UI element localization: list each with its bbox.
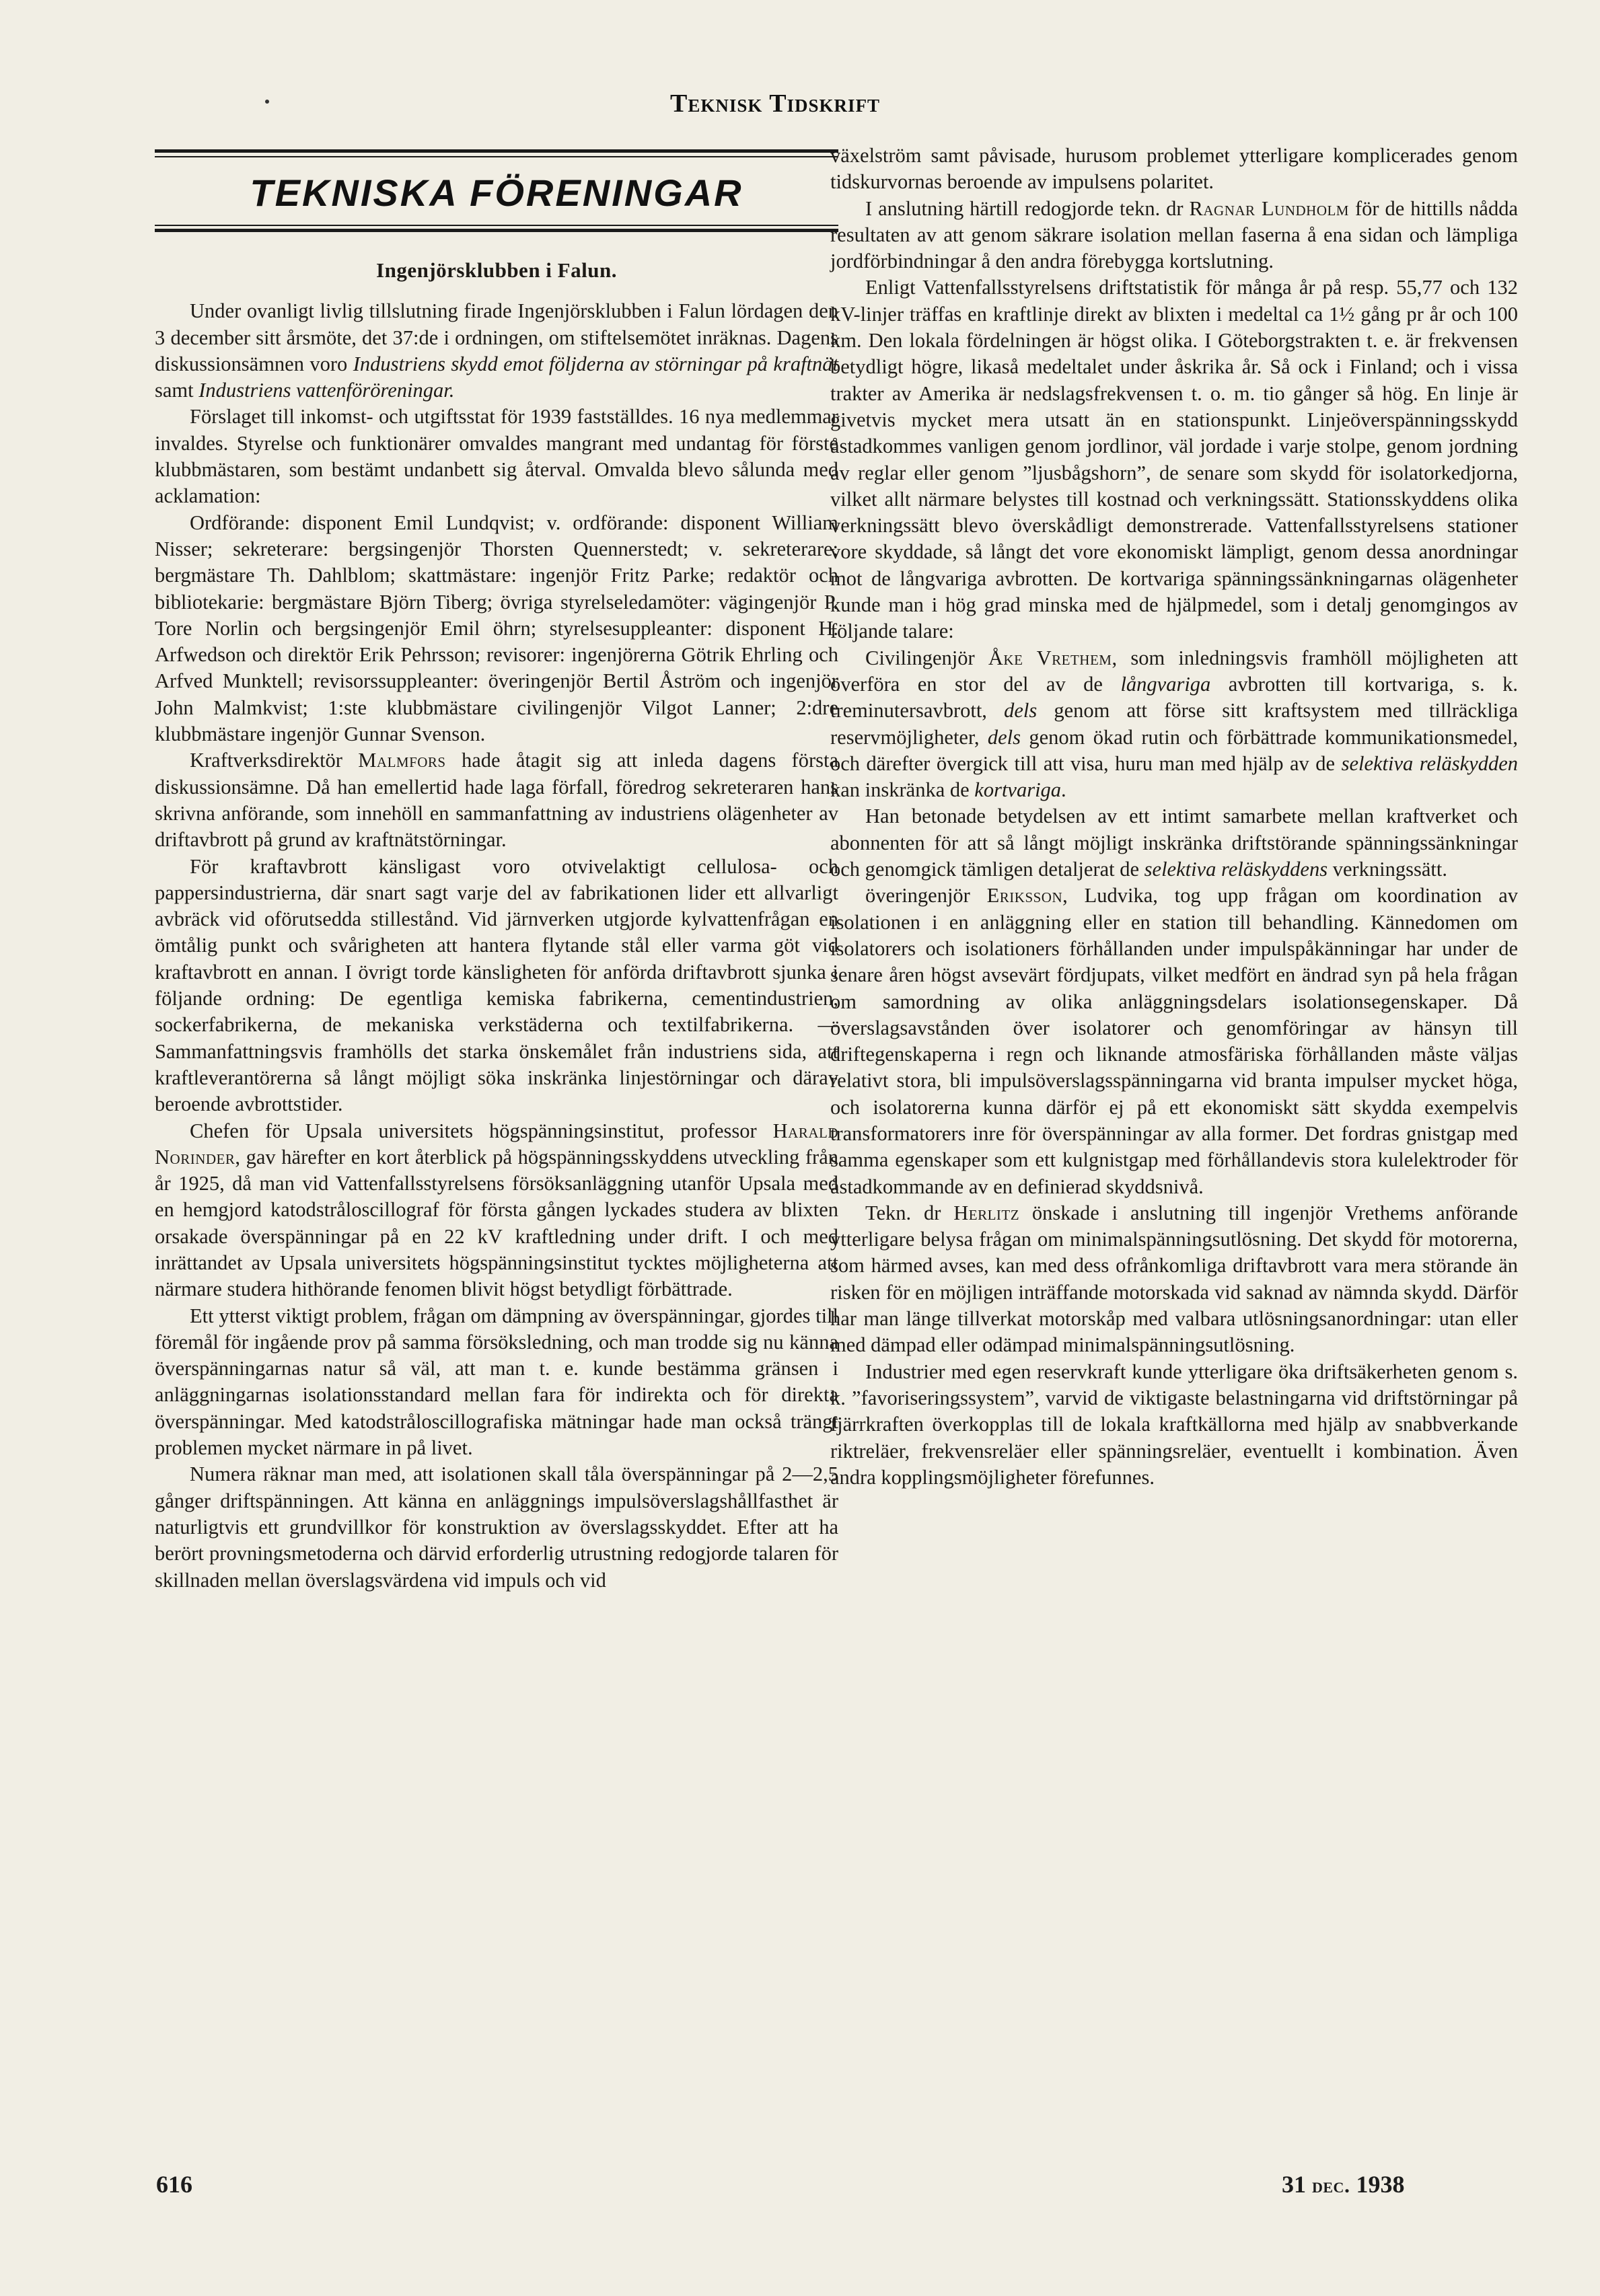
text: , Ludvika, tog upp frågan om koordination av isolationen i en anläggning eller en station till behandling. Kännedomen om isolatorers och isolationers förhållanden under impulspåkänningar har under de senare åren högst avsevärt fördjupats, vilket medfört en ändrad syn på hela frågan om samordning av olika anläggningsdelars isolationsegenskaper. Då överslagsavstånden över isolatorer och genomföringar av hänsyn till driftegenskaperna i regn och liknande atmosfäriska förhållanden måste väljas relativt stora, bli impulsöverslagsspänningarna vid branta impulser mycket höga, och isolatorerna kunna därför ej på ett ekonomiskt sätt skydda exempelvis transformatorers inre för överspänningar av alla former. Det fordras gnistgap med samma egenskaper som ett kulgnistgap med förhållandevis stora kulelektroder för åstadkommande av en definierad skyddsnivå. [830, 884, 1518, 1198]
section-title: TEKNISKA FÖRENINGAR [250, 172, 743, 214]
text: Chefen för Upsala universitets högspänningsinstitut, professor [190, 1119, 773, 1142]
date-year: 1938 [1350, 2171, 1405, 2198]
italic-text: dels [1004, 699, 1038, 723]
italic-text: selektiva reläskyddens [1144, 858, 1328, 881]
paragraph: växelström samt påvisade, hurusom problemet ytterligare komplicerades genom tidskurvornas beroende av impulsens polaritet. [830, 144, 1518, 194]
person-name: Ragnar Lundholm [1189, 196, 1349, 220]
text: överingenjör [865, 884, 987, 908]
paragraph [155, 747, 838, 853]
text: I anslutning härtill redogjorde tekn. dr [865, 196, 1190, 220]
left-column [155, 257, 838, 1594]
date-day: 31 [1282, 2171, 1312, 2198]
section-header [155, 149, 838, 238]
person-name: Herlitz [953, 1201, 1020, 1224]
article-heading: Ingenjörsklubben i Falun. [376, 258, 617, 282]
issue-date [1282, 2170, 1404, 2198]
top-rule-thick [155, 149, 838, 153]
text: genom ökad rutin och förbättrade kommunikationsmedel, och därefter övergick till att visa, huru man med hjälp av de [830, 725, 1518, 775]
text: Civilingenjör [865, 646, 988, 669]
text: Tekn. dr [865, 1201, 954, 1224]
bottom-rule-thick [155, 229, 838, 232]
text: samt [155, 379, 199, 402]
paragraph: Industrier med egen reservkraft kunde ytterligare öka driftsäkerheten genom s. k. ”favoriseringssystem”, varvid de viktigaste belastningarna vid driftstörningar på fjärrkraften överkopplas till de lokala kraftkällorna med hjälp av snabbverkande riktreläer, frekvensreläer eller spänningsreläer, eventuellt i kombination. Även andra kopplingsmöjligheter förefunnes. [830, 1360, 1518, 1489]
paragraph [830, 803, 1518, 883]
text: avbrotten till kortvariga, s. k. treminutersavbrott, [830, 672, 1519, 723]
print-speck [265, 100, 269, 104]
text: Under ovanligt livlig tillslutning firade Ingenjörsklubben i Falun lördagen den 3 december sitt årsmöte, det 37:de i ordningen, om stiftelsemötet inräknas. Dagens diskussionsämnen voro [155, 299, 838, 375]
paragraph: Enligt Vattenfallsstyrelsens driftstatistik för många år på resp. 55,77 och 132 kV-linjer träffas en kraftlinje direkt av blixten i medeltal ca 1½ gång pr år och 100 km. Den lokala fördelningen är högst olika. I Göteborgstrakten t. e. är frekvensen betydligt högre, likaså medeltalet under åskrika år. Så ock i Finland; och i vissa trakter av Amerika är nedslagsfrekvensen t. o. m. tio gånger så hög. En linje är givetvis mycket mera utsatt än en stationspunkt. Linjeöverspänningsskydd åstadkommes vanligen genom jordlinor, väl jordade i varje stolpe, genom jordning av reglar eller genom ”ljusbågshorn”, de senare som skydd för isolatorkedjorna, vilket allt närmare belystes till kostnad och verkningssätt. Stationsskyddens olika verkningssätt blevo överskådligt demonstrerade. Vattenfallsstyrelsens stationer vore skyddade, så långt det vore ekonomiskt lämpligt, genom dessa anordningar mot de långvariga avbrotten. De kortvariga spänningssänkningarnas olägenheter kunde man i hög grad minska med de hjälpmedel, som i detalj genomgingos av följande talare: [830, 276, 1518, 643]
text: kan inskränka de [830, 778, 975, 802]
text: för de hittills nådda resultaten av att genom säkrare isolation mellan faserna å ena sidan och lämpliga jordförbindningar å den andra förebygga kortslutning. [830, 196, 1519, 273]
paragraph [830, 196, 1518, 275]
italic-text: Industriens vattenföröreningar. [198, 379, 455, 402]
text: Kraftverksdirektör [190, 749, 359, 772]
paragraph: Numera räknar man med, att isolationen skall tåla överspänningar på 2—2,5 gånger driftspänningen. Att känna en anläggnings impulsöverslagshållfasthet är naturligtvis ett grundvillkor för konstruktion av överslagsskyddet. Efter att ha berört provningsmetoderna och därvid erforderlig utrustning redogjorde talaren för skillnaden mellan överslagsvärdena vid impuls och vid [155, 1462, 838, 1592]
person-name: Harald Norinder [155, 1119, 838, 1169]
text: , gav härefter en kort återblick på högspänningsskyddens utveckling från år 1925, då man vid Vattenfallsstyrelsens försöksanläggning utanför Upsala med en hemgjord katodstråloscillograf för första gången lyckades studera av blixten orsakade överspänningar på en 22 kV kraftledning under drift. I och med inrättandet av Upsala universitets högspänningsinstitut tycktes möjligheterna att närmare studera hithörande fenomen blivit högst betydligt förbättrade. [155, 1145, 838, 1301]
paragraph: Ordförande: disponent Emil Lundqvist; v. ordförande: disponent William Nisser; sekreterare: bergsingenjör Thorsten Quennerstedt; v. sekreterare: bergmästare Th. Dahlblom; skattmästare: ingenjör Fritz Parke; redaktör och bibliotekarie: bergmästare Björn Tiberg; övriga styrelseledamöter: vägingenjör P. Tore Norlin och bergsingenjör Emil öhrn; styrelsesuppleanter: disponent H. Arfwedson och direktör Erik Pehrsson; revisorer: ingenjörerna Götrik Ehrling och Arfved Munktell; revisorssuppleanter: överingenjör Bertil Åström och ingenjör John Malmkvist; 1:ste klubbmästare civilingenjör Vilgot Lanner; 2:dre klubbmästare ingenjör Gunnar Svenson. [155, 511, 838, 746]
text: genom att förse sitt kraftsystem med tillräckliga reservmöjligheter, [830, 699, 1518, 749]
person-name: Eriksson [986, 884, 1063, 908]
italic-text: Industriens skydd emot följderna av störningar på kraftnät [353, 352, 838, 375]
paragraph: För kraftavbrott känsligast voro otvivelaktigt cellulosa- och pappersindustrierna, där snart sagt varje del av fabrikationen lider ett allvarligt avbräck vid oförutsedda stillestånd. Vid järnverken utgjorde kylvattenfrågan en ömtålig punkt och svårigheten att hantera flytande stål eller varma göt vid kraftavbrott en annan. I övrigt torde känsligheten för anförda driftavbrott sjunka i följande ordning: De egentliga kemiska fabrikerna, cementindustrien, sockerfabrikerna, de mekaniska verkstäderna och textilfabrikerna. — Sammanfattningsvis framhölls det starka önskemålet från industriens sida, att kraftleverantörerna så långt möjligt söka inskränka linjestörningar och därav beroende avbrottstider. [155, 854, 838, 1116]
text: . [1061, 778, 1066, 802]
paragraph [155, 1118, 838, 1303]
italic-text: kortvariga [974, 778, 1062, 802]
right-column [830, 143, 1518, 1491]
page-number: 616 [156, 2171, 192, 2198]
paragraph [830, 645, 1518, 804]
text: önskade i anslutning till ingenjör Vrethems anförande ytterligare belysa frågan om minimalspänningsutlösning. Det skydd för motorerna, som härmed avses, kan med dess ofrånkomliga driftavbrott vara mera störande än risken för en möjligen inträffande motorskada vid saknad av nämnda skydd. Därför har man länge tillverkat motorskåp med valbara utlösningsanordningar: utan eller med dämpad eller odämpad minimalspänningsutlösning. [830, 1201, 1519, 1357]
italic-text: dels [987, 725, 1021, 749]
text: hade åtagit sig att inleda dagens första diskussionsämne. Då han emellertid hade laga förfall, föredrog sekreteraren hans skrivna anförande, som innehöll en sammanfattning av industriens olägenheter av driftavbrott på grund av kraftnätstörningar. [155, 749, 838, 852]
person-name: Åke Vrethem [988, 646, 1112, 669]
paragraph [830, 1200, 1518, 1359]
paragraph [830, 883, 1518, 1200]
top-rule-thin [155, 156, 838, 157]
text: Han betonade betydelsen av ett intimt samarbete mellan kraftverket och abonnenten för att så långt möjligt inskränka driftstörande spänningssänkningar och genomgick tämligen detaljerat de [830, 805, 1518, 881]
paragraph: Förslaget till inkomst- och utgiftsstat för 1939 fastställdes. 16 nya medlemmar invaldes. Styrelse och funktionärer omvaldes mangrant med undantag för förste klubbmästaren, som bestämt undanbett sig återval. Omvalda blevo sålunda med acklamation: [155, 405, 838, 508]
italic-text: selektiva reläskydden [1341, 751, 1519, 775]
masthead: Teknisk Tidskrift [670, 89, 881, 118]
text: verkningssätt. [1328, 858, 1447, 881]
italic-text: långvariga [1120, 672, 1211, 696]
paragraph [155, 298, 838, 404]
date-month: dec. [1312, 2173, 1350, 2197]
paragraph: Ett ytterst viktigt problem, frågan om dämpning av överspänningar, gjordes till föremål för ingående prov på samma försöksledning, och man trodde sig nu känna överspänningarnas natur så väl, att man t. e. kunde bestämma gränsen i anläggningarnas isolationsstandard mellan fara för indirekta och för direkta överspänningar. Med katodstråloscillografiska mätningar hade man också trängt problemen mycket närmare in på livet. [155, 1304, 838, 1460]
text: , som inledningsvis framhöll möjligheten att överföra en stor del av de [830, 646, 1518, 696]
person-name: Malmfors [358, 749, 446, 772]
bottom-rule-thin [155, 225, 838, 226]
